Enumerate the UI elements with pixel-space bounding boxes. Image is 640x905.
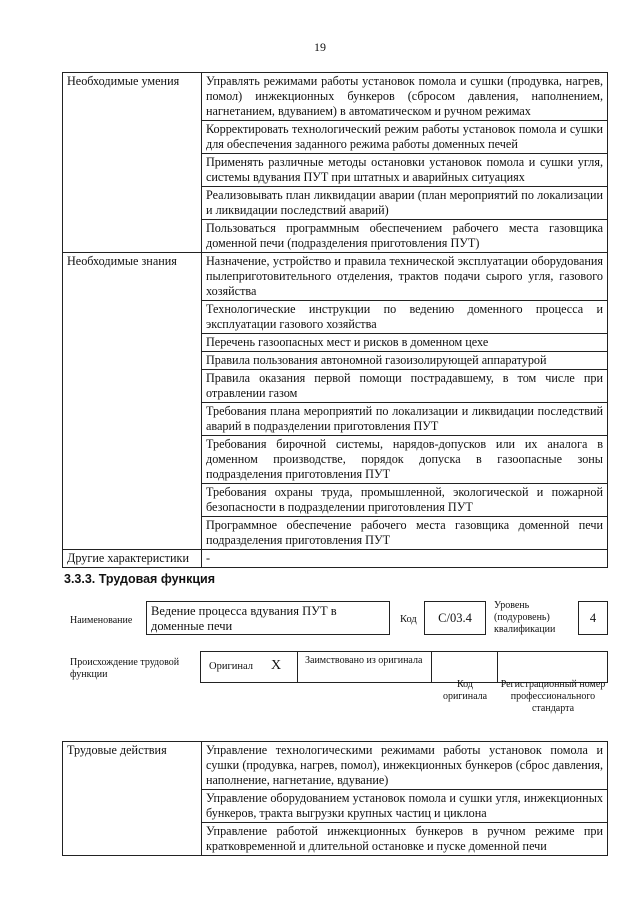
name-label: Наименование [70, 615, 133, 626]
table-cell: - [202, 550, 608, 568]
table-row [63, 742, 608, 790]
reg-caption: Регистрационный номер профессионального стандарта [500, 679, 606, 714]
table-cell: Требования плана мероприятий по локализации и ликвидации последствий аварий в подразделении приготовления ПУТ [202, 403, 608, 436]
level-box [578, 601, 608, 635]
table-row [63, 253, 608, 301]
table-cell: Пользоваться программным обеспечением рабочего места газовщика доменной печи (подразделения приготовления ПУТ) [202, 220, 608, 253]
code-box [424, 601, 486, 635]
table-cell: Требования бирочной системы, нарядов-допусков или их аналога в доменном производстве, порядок допуска в газоопасные зоны подразделения приготовления ПУТ [202, 436, 608, 484]
original-label: Оригинал [209, 661, 253, 672]
labor-actions-table [62, 741, 608, 856]
origin-label: Происхождение трудовой функции [70, 657, 180, 680]
table-cell: Управлять режимами работы установок помола и сушки (продувка, нагрев, помол) инжекционных бункеров (сбросом давления, наполнением, нагнетанием, вдуванием) в автоматическом и ручном режимах [202, 73, 608, 121]
code-label: Код [400, 614, 417, 625]
table-cell: Управление технологическими режимами работы установок помола и сушки (продувка, нагрев, помол), инжекционных бункеров (сброс давления, наполнение, нагнетание, вдувание) [202, 742, 608, 790]
row-label: Трудовые действия [63, 742, 202, 856]
requirements-table [62, 72, 608, 568]
section-title: 3.3.3. Трудовая функция [64, 572, 216, 586]
original-mark: X [271, 658, 282, 673]
table-cell: Применять различные методы остановки установок помола и сушки угля, системы вдувания ПУТ при штатных и аварийных ситуациях [202, 154, 608, 187]
table-cell: Назначение, устройство и правила технической эксплуатации оборудования пылеприготовительного отделения, трактов подачи сырого угля, газового хозяйства [202, 253, 608, 301]
level-label: Уровень (подуровень) квалификации [494, 600, 556, 635]
table-cell: Требования охраны труда, промышленной, экологической и пожарной безопасности в подразделении приготовления ПУТ [202, 484, 608, 517]
table-cell: Управление оборудованием установок помола и сушки угля, инжекционных бункеров, тракта выгрузки крупных частиц и циклона [202, 790, 608, 823]
code-caption: Код оригинала [442, 679, 488, 702]
table-cell: Правила пользования автономной газоизолирующей аппаратурой [202, 352, 608, 370]
table-row [63, 550, 608, 568]
row-label: Необходимые умения [63, 73, 202, 253]
borrowed-label: Заимствовано из оригинала [305, 655, 423, 666]
table-cell: Корректировать технологический режим работы установок помола и сушки для обеспечения заданного режима работы доменных печей [202, 121, 608, 154]
code-value: С/03.4 [438, 610, 472, 625]
table-cell: Правила оказания первой помощи пострадавшему, в том числе при отравлении газом [202, 370, 608, 403]
table-cell: Технологические инструкции по ведению доменного процесса и эксплуатации газового хозяйства [202, 301, 608, 334]
row-label: Необходимые знания [63, 253, 202, 550]
row-label: Другие характеристики [63, 550, 202, 568]
function-name: Ведение процесса вдувания ПУТ в доменные печи [151, 604, 337, 633]
level-value: 4 [589, 610, 597, 625]
table-cell: Управление работой инжекционных бункеров в ручном режиме при кратковременной и длительной остановке и пуске доменной печи [202, 823, 608, 856]
original-box [200, 651, 298, 683]
table-cell: Программное обеспечение рабочего места газовщика доменной печи подразделения приготовления ПУТ [202, 517, 608, 550]
table-cell: Реализовывать план ликвидации аварии (план мероприятий по локализации и ликвидации последствий аварий) [202, 187, 608, 220]
borrowed-box [297, 651, 432, 683]
table-cell: Перечень газоопасных мест и рисков в доменном цехе [202, 334, 608, 352]
function-name-box [146, 601, 390, 635]
page-number: 19 [314, 40, 326, 54]
table-row [63, 73, 608, 121]
